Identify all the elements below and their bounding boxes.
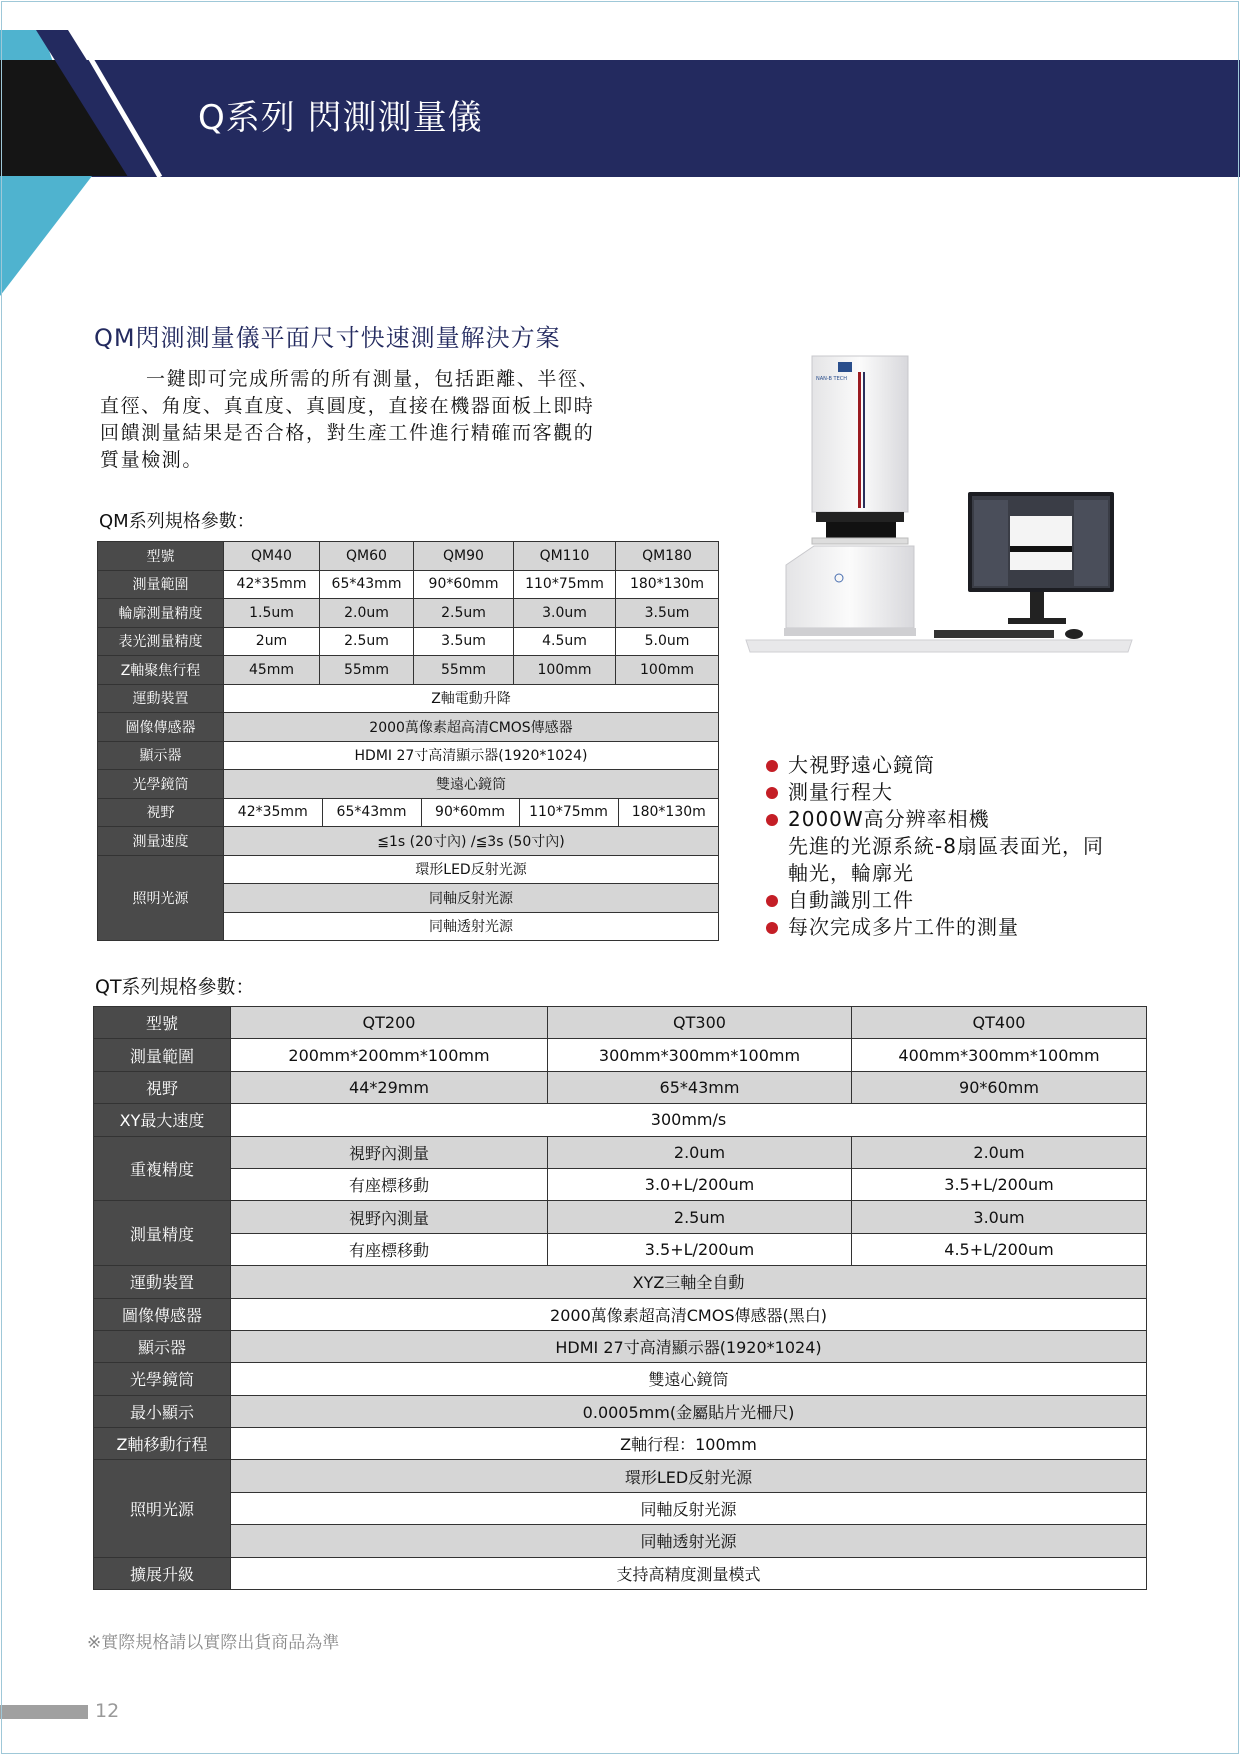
table-cell: ≦1s (20寸內) /≦3s (50寸內) — [224, 827, 719, 856]
list-item — [764, 833, 1104, 860]
row-header: 型號 — [94, 1007, 231, 1039]
table-cell: 3.0+L/200um — [548, 1168, 852, 1200]
list-item — [764, 779, 1104, 806]
table-cell: HDMI 27寸高清顯示器(1920*1024) — [224, 741, 719, 770]
view-cell-group — [224, 798, 719, 827]
list-item — [764, 806, 1104, 833]
list-item — [764, 887, 1104, 914]
table-cell: 90*60mm — [414, 570, 514, 599]
table-row — [94, 1104, 1147, 1136]
list-item — [764, 914, 1104, 941]
table-cell: 55mm — [320, 656, 414, 685]
table-cell: 3.5um — [414, 627, 514, 656]
table-cell: 2.5um — [548, 1201, 852, 1233]
row-header: Z軸聚焦行程 — [98, 656, 224, 685]
table-cell: 180*130m — [631, 804, 706, 821]
footnote: ※實際規格請以實際出貨商品為準 — [87, 1633, 340, 1653]
table-cell: 0.0005mm(金屬貼片光柵尺) — [231, 1395, 1147, 1427]
intro-paragraph — [100, 366, 600, 474]
table-cell: Z軸行程：100mm — [231, 1428, 1147, 1460]
table-row — [98, 542, 719, 571]
table-cell: 4.5+L/200um — [852, 1233, 1147, 1265]
row-header: 光學鏡筒 — [94, 1363, 231, 1395]
table-cell: 100mm — [616, 656, 719, 685]
row-header: Z軸移動行程 — [94, 1428, 231, 1460]
table-cell: 3.0um — [852, 1201, 1147, 1233]
table-row — [98, 827, 719, 856]
table-row — [94, 1363, 1147, 1395]
table-cell: 2.0um — [548, 1136, 852, 1168]
row-header: 最小顯示 — [94, 1395, 231, 1427]
table-row — [94, 1168, 1147, 1200]
table-cell: 400mm*300mm*100mm — [852, 1039, 1147, 1071]
table-row — [98, 713, 719, 742]
product-image — [744, 350, 1134, 660]
row-header: 表光測量精度 — [98, 627, 224, 656]
qt-spec-table — [93, 1006, 1147, 1590]
table-cell: 42*35mm — [224, 570, 320, 599]
table-row — [94, 1557, 1147, 1589]
table-cell: 雙遠心鏡筒 — [231, 1363, 1147, 1395]
table-cell: QM40 — [224, 542, 320, 571]
table-cell: 3.5um — [616, 599, 719, 628]
table-cell: QM90 — [414, 542, 514, 571]
table-row — [94, 1233, 1147, 1265]
feature-text: 每次完成多片工件的測量 — [788, 915, 1019, 939]
feature-text: 軸光，輪廓光 — [788, 861, 914, 885]
row-header: 測量範圍 — [94, 1039, 231, 1071]
feature-list — [764, 752, 1104, 941]
table-cell: 44*29mm — [231, 1071, 548, 1103]
table-cell: 2000萬像素超高清CMOS傳感器 — [224, 713, 719, 742]
qt-spec-heading: QT系列規格參數： — [95, 976, 255, 998]
row-header: XY最大速度 — [94, 1104, 231, 1136]
table-cell: QM60 — [320, 542, 414, 571]
table-cell: 3.5+L/200um — [548, 1233, 852, 1265]
table-cell: 65*43mm — [322, 799, 421, 827]
row-header: 視野 — [94, 1071, 231, 1103]
row-header: 型號 — [98, 542, 224, 571]
table-row — [94, 1201, 1147, 1233]
table-row — [94, 1071, 1147, 1103]
table-cell: 同軸反射光源 — [231, 1492, 1147, 1524]
row-header: 運動裝置 — [98, 684, 224, 713]
table-cell: 42*35mm — [224, 799, 322, 827]
table-row — [94, 1298, 1147, 1330]
table-row — [98, 570, 719, 599]
table-row — [98, 770, 719, 799]
table-row — [98, 798, 719, 827]
bullet-icon — [766, 814, 778, 826]
table-row — [94, 1460, 1147, 1492]
bullet-icon — [766, 922, 778, 934]
table-cell: 3.0um — [514, 599, 616, 628]
table-row — [94, 1039, 1147, 1071]
table-cell: QM180 — [616, 542, 719, 571]
table-cell: 2um — [224, 627, 320, 656]
row-header: 顯示器 — [98, 741, 224, 770]
table-row — [98, 741, 719, 770]
table-cell: 180*130m — [616, 570, 719, 599]
table-cell: 雙遠心鏡筒 — [224, 770, 719, 799]
row-header: 圖像傳感器 — [94, 1298, 231, 1330]
section-title: QM閃測測量儀平面尺寸快速測量解決方案 — [94, 324, 561, 352]
table-row — [94, 1266, 1147, 1298]
row-header: 擴展升級 — [94, 1557, 231, 1589]
header-corner-graphic — [0, 0, 170, 310]
table-cell: 2.0um — [852, 1136, 1147, 1168]
feature-text: 先進的光源系統-8扇區表面光，同 — [788, 834, 1104, 858]
table-cell: Z軸電動升降 — [224, 684, 719, 713]
table-row — [94, 1525, 1147, 1557]
row-header: 照明光源 — [98, 855, 224, 941]
table-cell: 同軸透射光源 — [231, 1525, 1147, 1557]
table-cell: 2.5um — [320, 627, 414, 656]
table-row — [94, 1395, 1147, 1427]
table-cell: QM110 — [514, 542, 616, 571]
page-number: 12 — [95, 1700, 120, 1722]
row-header: 圖像傳感器 — [98, 713, 224, 742]
table-cell: 2.0um — [320, 599, 414, 628]
table-cell: QT400 — [852, 1007, 1147, 1039]
table-cell: 支持高精度測量模式 — [231, 1557, 1147, 1589]
row-header: 照明光源 — [94, 1460, 231, 1557]
table-row — [94, 1428, 1147, 1460]
table-row — [98, 684, 719, 713]
list-item — [764, 860, 1104, 887]
table-cell: 同軸反射光源 — [224, 884, 719, 913]
table-cell: HDMI 27寸高清顯示器(1920*1024) — [231, 1330, 1147, 1362]
list-item — [764, 752, 1104, 779]
table-cell: 45mm — [224, 656, 320, 685]
row-header: 顯示器 — [94, 1330, 231, 1362]
intro-text: 一鍵即可完成所需的所有測量，包括距離、半徑、直徑、角度、真直度、真圓度，直接在機器面板上即時回饋測量結果是否合格，對生產工件進行精確而客觀的質量檢測。 — [100, 368, 600, 471]
table-cell: 2000萬像素超高清CMOS傳感器(黑白) — [231, 1298, 1147, 1330]
table-cell: 100mm — [514, 656, 616, 685]
table-cell: 有座標移動 — [231, 1168, 548, 1200]
table-cell: 視野內測量 — [231, 1201, 548, 1233]
brand-logo-text: NAN-B TECH — [816, 376, 848, 382]
row-header: 測量速度 — [98, 827, 224, 856]
table-row — [98, 599, 719, 628]
bullet-icon — [766, 787, 778, 799]
table-cell: 5.0um — [616, 627, 719, 656]
table-cell: 同軸透射光源 — [224, 912, 719, 941]
table-cell: QT200 — [231, 1007, 548, 1039]
row-header: 光學鏡筒 — [98, 770, 224, 799]
row-header: 輪廓測量精度 — [98, 599, 224, 628]
table-cell: 55mm — [414, 656, 514, 685]
table-cell: 65*43mm — [548, 1071, 852, 1103]
qm-spec-heading: QM系列規格參數： — [99, 511, 255, 532]
table-cell: 4.5um — [514, 627, 616, 656]
row-header: 重複精度 — [94, 1136, 231, 1201]
feature-text: 大視野遠心鏡筒 — [788, 753, 935, 777]
row-header: 測量範圍 — [98, 570, 224, 599]
table-cell: 環形LED反射光源 — [231, 1460, 1147, 1492]
bullet-icon — [766, 760, 778, 772]
table-cell: 300mm*300mm*100mm — [548, 1039, 852, 1071]
table-row — [94, 1492, 1147, 1524]
table-cell: 3.5+L/200um — [852, 1168, 1147, 1200]
row-header: 運動裝置 — [94, 1266, 231, 1298]
table-cell: XYZ三軸全自動 — [231, 1266, 1147, 1298]
table-cell: 2.5um — [414, 599, 514, 628]
view-subtable — [224, 799, 719, 827]
bullet-icon — [766, 895, 778, 907]
table-row — [94, 1007, 1147, 1039]
table-cell: 90*60mm — [421, 799, 519, 827]
table-row — [98, 656, 719, 685]
feature-text: 2000W高分辨率相機 — [788, 807, 990, 831]
row-header: 視野 — [98, 798, 224, 827]
feature-text: 測量行程大 — [788, 780, 893, 804]
table-row — [94, 1136, 1147, 1168]
table-row — [94, 1330, 1147, 1362]
qm-spec-table — [97, 541, 719, 941]
table-cell: 65*43mm — [320, 570, 414, 599]
page-number-bar — [0, 1705, 88, 1719]
table-cell: 環形LED反射光源 — [224, 855, 719, 884]
table-cell: 90*60mm — [852, 1071, 1147, 1103]
row-header: 測量精度 — [94, 1201, 231, 1266]
table-cell: 視野內測量 — [231, 1136, 548, 1168]
table-cell: 110*75mm — [514, 570, 616, 599]
table-row — [98, 855, 719, 884]
table-cell: 1.5um — [224, 599, 320, 628]
table-cell: 110*75mm — [519, 799, 618, 827]
page-title: Q系列 閃測測量儀 — [198, 98, 483, 138]
table-row — [98, 627, 719, 656]
table-cell: 300mm/s — [231, 1104, 1147, 1136]
header-band — [0, 60, 1240, 177]
table-cell: 200mm*200mm*100mm — [231, 1039, 548, 1071]
table-cell: 有座標移動 — [231, 1233, 548, 1265]
feature-text: 自動識別工件 — [788, 888, 914, 912]
table-cell: QT300 — [548, 1007, 852, 1039]
